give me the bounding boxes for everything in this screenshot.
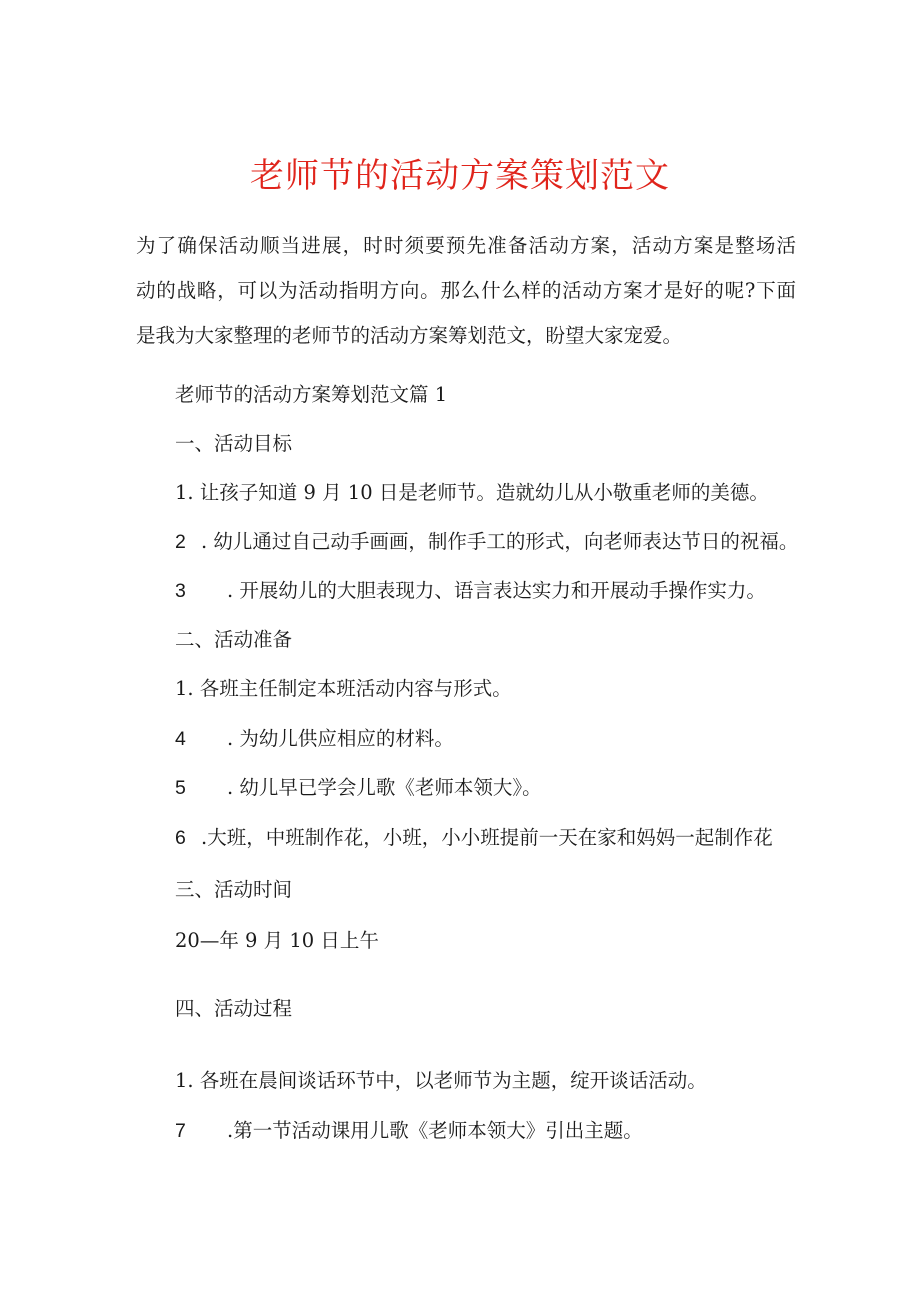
process-item-1: 1. 各班在晨间谈话环节中，以老师节为主题，绽开谈话活动。: [175, 1069, 707, 1092]
item-text: . 幼儿早已学会儿歌《老师本领大》。: [227, 776, 542, 799]
goal-heading: 一、活动目标: [175, 432, 293, 455]
page-title: 老师节的活动方案策划范文: [250, 156, 670, 196]
item-text: . 为幼儿供应相应的材料。: [227, 727, 454, 750]
goal-item-3: [175, 578, 766, 604]
item-text: . 开展幼儿的大胆表现力、语言表达实力和开展动手操作实力。: [227, 579, 766, 602]
goal-item-1: 1. 让孩子知道 9 月 10 日是老师节。造就幼儿从小敬重老师的美德。: [175, 481, 769, 504]
item-number: 6: [175, 827, 186, 849]
prep-heading: 二、活动准备: [175, 628, 293, 651]
goal-item-2: [175, 529, 798, 555]
item-number: 5: [175, 777, 186, 799]
prep-item-6: [175, 825, 773, 851]
prep-item-1: 1. 各班主任制定本班活动内容与形式。: [175, 677, 512, 700]
item-number: 2: [175, 531, 186, 553]
item-text: .第一节活动课用儿歌《老师本领大》引出主题。: [227, 1119, 643, 1142]
item-text: .大班，中班制作花，小班，小小班提前一天在家和妈妈一起制作花: [201, 826, 773, 849]
item-number: 7: [175, 1120, 186, 1142]
item-number: 4: [175, 728, 186, 750]
item-number: 3: [175, 580, 186, 602]
intro-line: 动的战略，可以为活动指明方向。那么什么样的活动方案才是好的呢?下面: [136, 279, 796, 302]
section-heading: 老师节的活动方案筹划范文篇 1: [175, 383, 448, 406]
time-value: 20—年 9 月 10 日上午: [175, 929, 379, 952]
item-text: . 幼儿通过自己动手画画，制作手工的形式，向老师表达节日的祝福。: [201, 530, 799, 553]
time-heading: 三、活动时间: [175, 878, 293, 901]
process-heading: 四、活动过程: [175, 997, 293, 1020]
intro-line: 为了确保活动顺当进展，时时须要预先准备活动方案，活动方案是整场活: [136, 234, 796, 257]
process-item-7: [175, 1118, 643, 1144]
prep-item-5: [175, 775, 542, 801]
intro-paragraph: [136, 223, 796, 358]
intro-line: 是我为大家整理的老师节的活动方案筹划范文，盼望大家宠爱。: [136, 324, 683, 347]
prep-item-4: [175, 726, 454, 752]
